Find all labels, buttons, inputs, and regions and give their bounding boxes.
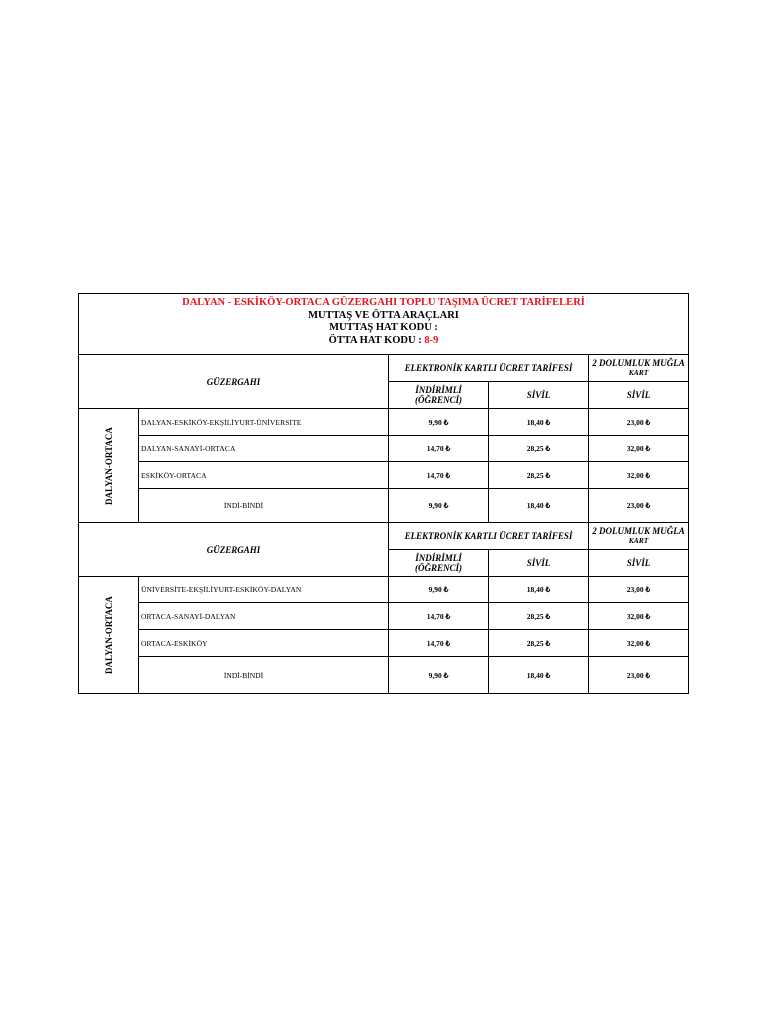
mugla-card-fare: 32,00 ₺ xyxy=(626,611,651,621)
operators-line: MUTTAŞ VE ÖTTA ARAÇLARI xyxy=(308,309,459,321)
route-name: ESKİKÖY-ORTACA xyxy=(141,470,207,480)
mugla-card-fare: 32,00 ₺ xyxy=(626,638,651,648)
discounted-fare: 9,90 ₺ xyxy=(428,417,449,427)
route-name: ORTACA-SANAYİ-DALYAN xyxy=(141,611,236,621)
civil-fare: 28,25 ₺ xyxy=(526,638,551,648)
route-name: İNDİ-BİNDİ xyxy=(223,501,264,510)
civil-fare: 28,25 ₺ xyxy=(526,444,551,453)
civil-fare: 18,40 ₺ xyxy=(526,501,551,510)
mugla-card-header xyxy=(589,523,688,549)
mugla-card-fare: 32,00 ₺ xyxy=(626,444,651,453)
civil-fare: 28,25 ₺ xyxy=(526,470,551,480)
discounted-header xyxy=(389,382,488,408)
mugla-card-fare: 23,00 ₺ xyxy=(626,501,651,510)
discounted-fare: 14,70 ₺ xyxy=(426,611,451,621)
electronic-fare-header: ELEKTRONİK KARTLI ÜCRET TARİFESİ xyxy=(404,363,573,373)
mugla-civil-header: SİVİL xyxy=(626,390,651,400)
civil-fare: 18,40 ₺ xyxy=(526,417,551,427)
discounted-fare: 14,70 ₺ xyxy=(426,638,451,648)
discounted-header xyxy=(389,550,488,576)
mugla-card-header-line2: KART xyxy=(628,536,649,545)
electronic-fare-header: ELEKTRONİK KARTLI ÜCRET TARİFESİ xyxy=(404,531,573,541)
discounted-fare: 9,90 ₺ xyxy=(428,585,449,594)
mugla-card-header-line1: 2 DOLUMLUK MUĞLA xyxy=(592,526,685,536)
mugla-card-fare: 23,00 ₺ xyxy=(626,670,651,680)
route-name: ÜNİVERSİTE-EKŞİLİYURT-ESKİKÖY-DALYAN xyxy=(141,585,302,594)
otta-code-value: 8-9 xyxy=(424,334,439,346)
civil-header: SİVİL xyxy=(526,390,551,400)
route-name: İNDİ-BİNDİ xyxy=(223,670,264,680)
mugla-card-fare: 32,00 ₺ xyxy=(626,470,651,480)
discounted-fare: 14,70 ₺ xyxy=(426,470,451,480)
mugla-card-fare: 23,00 ₺ xyxy=(626,417,651,427)
discounted-fare: 9,90 ₺ xyxy=(428,670,449,680)
otta-code-label: ÖTTA HAT KODU : xyxy=(328,334,422,346)
discounted-fare: 14,70 ₺ xyxy=(426,444,451,453)
civil-fare: 18,40 ₺ xyxy=(526,585,551,594)
route-header: GÜZERGAHI xyxy=(206,544,261,555)
otta-code-line xyxy=(79,335,688,348)
section-side-label: DALYAN-ORTACA xyxy=(103,596,114,674)
muttas-code-line: MUTTAŞ HAT KODU : xyxy=(329,322,438,333)
table-title-block xyxy=(79,297,688,347)
discounted-header-line1: İNDİRİMLİ xyxy=(415,385,462,395)
civil-fare: 18,40 ₺ xyxy=(526,670,551,680)
route-name: DALYAN-SANAYİ-ORTACA xyxy=(141,444,236,453)
mugla-civil-header: SİVİL xyxy=(626,558,651,568)
route-name: ORTACA-ESKİKÖY xyxy=(141,638,208,648)
mugla-card-header-line1: 2 DOLUMLUK MUĞLA xyxy=(592,358,685,368)
civil-fare: 28,25 ₺ xyxy=(526,611,551,621)
discounted-header-line2: (ÖĞRENCİ) xyxy=(414,563,462,573)
section-side-label: DALYAN-ORTACA xyxy=(103,426,114,505)
route-header: GÜZERGAHI xyxy=(206,376,261,387)
discounted-header-line1: İNDİRİMLİ xyxy=(415,553,462,563)
discounted-fare: 9,90 ₺ xyxy=(428,501,449,510)
discounted-header-line2: (ÖĞRENCİ) xyxy=(414,395,462,405)
table-title: DALYAN - ESKİKÖY-ORTACA GÜZERGAHI TOPLU TAŞIMA ÜCRET TARİFELERİ xyxy=(182,297,585,308)
fare-table xyxy=(78,293,689,694)
mugla-card-fare: 23,00 ₺ xyxy=(626,585,651,594)
civil-header: SİVİL xyxy=(526,558,551,568)
mugla-card-header-line2: KART xyxy=(628,368,649,377)
route-name: DALYAN-ESKİKÖY-EKŞİLİYURT-ÜNİVERSİTE xyxy=(141,417,302,427)
